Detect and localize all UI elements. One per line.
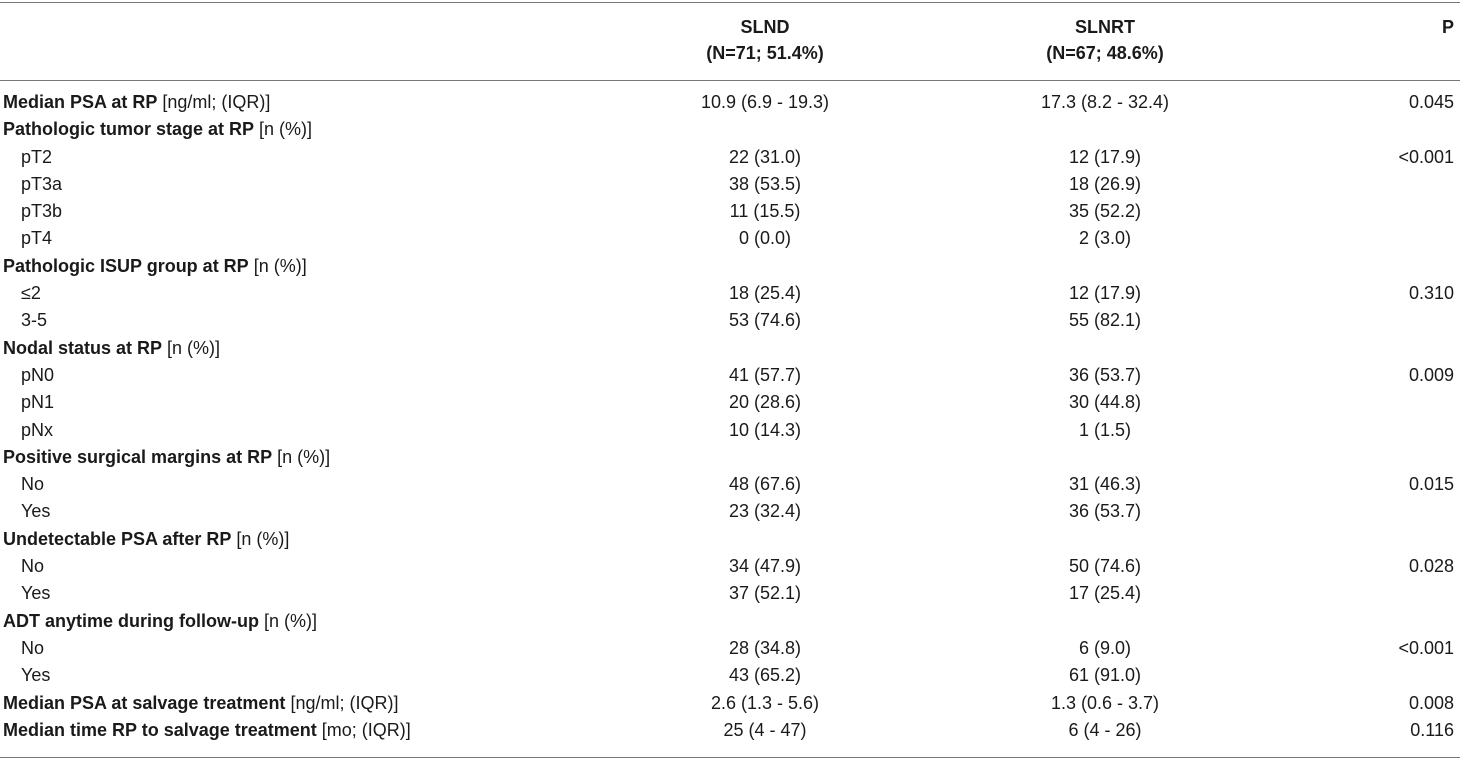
row-label: pN0: [21, 364, 55, 385]
table-row-variable: [0, 444, 1460, 471]
table-row-variable: [0, 690, 1460, 717]
row-label-unit: [n (%)]: [231, 528, 290, 549]
cell-slnrt: 1.3 (0.6 - 3.7): [1050, 692, 1160, 713]
cell-slnrt: 35 (52.2): [1068, 201, 1142, 222]
table-row-category: [0, 198, 1460, 225]
cell-slnrt: 36 (53.7): [1068, 501, 1142, 522]
table-top-rule: [0, 2, 1460, 3]
table-row-category: [0, 417, 1460, 444]
row-label-bold: Positive surgical margins at RP: [3, 446, 273, 467]
row-label: Yes: [21, 501, 51, 522]
table-row-category: [0, 171, 1460, 198]
cell-slnd: 28 (34.8): [728, 637, 802, 658]
header-slnd-subtitle: (N=71; 51.4%): [706, 43, 824, 63]
cell-p-value: 0.310: [1408, 283, 1454, 304]
cell-slnrt: 18 (26.9): [1068, 173, 1142, 194]
cell-slnd: 20 (28.6): [728, 392, 802, 413]
cell-slnd: 2.6 (1.3 - 5.6): [710, 692, 820, 713]
row-label: [3, 89, 270, 116]
cell-slnrt: 17.3 (8.2 - 32.4): [1040, 92, 1170, 112]
header-p-title: P: [1441, 17, 1454, 37]
header-slnrt-title: SLNRT: [1075, 17, 1135, 37]
row-label-unit: [n (%)]: [254, 119, 313, 140]
cell-slnd: 43 (65.2): [728, 665, 802, 686]
row-label: Yes: [21, 665, 51, 686]
header-slnrt-subtitle: (N=67; 48.6%): [1046, 43, 1164, 63]
row-label-bold: Median PSA at RP: [3, 92, 158, 112]
row-label: [3, 253, 307, 280]
cell-slnrt: 6 (9.0): [1078, 637, 1132, 658]
cell-slnd: 37 (52.1): [728, 583, 802, 604]
cell-p-value: <0.001: [1398, 146, 1454, 167]
cell-slnd: 48 (67.6): [728, 474, 802, 495]
cell-p-value: 0.028: [1408, 556, 1454, 577]
table-row-variable: [0, 335, 1460, 362]
table-row-category: [0, 635, 1460, 662]
cell-slnd: 11 (15.5): [729, 201, 801, 222]
table-row-variable: [0, 526, 1460, 553]
row-label: [3, 526, 289, 553]
table-row-variable: [0, 253, 1460, 280]
cell-slnd: 25 (4 - 47): [723, 719, 807, 740]
row-label: pT3a: [21, 173, 63, 194]
table-row-category: [0, 471, 1460, 498]
row-label: pT4: [21, 228, 53, 249]
cell-p-value: <0.001: [1398, 637, 1454, 658]
cell-slnrt: 2 (3.0): [1078, 228, 1132, 249]
header-slnrt: [990, 14, 1220, 66]
row-label-bold: Pathologic ISUP group at RP: [3, 255, 249, 276]
cell-slnd: 22 (31.0): [728, 146, 802, 167]
cell-slnrt: 12 (17.9): [1068, 146, 1142, 167]
row-label-unit: [ng/ml; (IQR)]: [157, 92, 271, 112]
row-label: No: [21, 474, 45, 495]
row-label-unit: [ng/ml; (IQR)]: [285, 692, 399, 713]
table-row-category: [0, 498, 1460, 525]
cell-slnd: 18 (25.4): [728, 283, 802, 304]
row-label-bold: Undetectable PSA after RP: [3, 528, 232, 549]
row-label-bold: Pathologic tumor stage at RP: [3, 119, 255, 140]
cell-slnrt: 61 (91.0): [1068, 665, 1142, 686]
row-label: No: [21, 556, 45, 577]
cell-p-value: 0.045: [1408, 92, 1454, 112]
row-label: ≤2: [21, 283, 41, 304]
row-label: [3, 335, 220, 362]
row-label-unit: [n (%)]: [248, 255, 307, 276]
cell-slnrt: 6 (4 - 26): [1068, 719, 1142, 740]
row-label: [3, 116, 312, 143]
row-label-unit: [mo; (IQR)]: [316, 719, 411, 740]
table-row-category: [0, 144, 1460, 171]
row-label: [3, 717, 411, 744]
row-label: [3, 690, 398, 717]
row-label: pNx: [21, 419, 54, 440]
cell-slnrt: 36 (53.7): [1068, 364, 1142, 385]
table-row-category: [0, 225, 1460, 252]
table-body: [0, 89, 1460, 744]
row-label: Yes: [21, 583, 51, 604]
header-rule: [0, 80, 1460, 81]
table-row-category: [0, 389, 1460, 416]
table-row-category: [0, 580, 1460, 607]
row-label-bold: ADT anytime during follow-up: [3, 610, 259, 631]
row-label: [3, 444, 330, 471]
cell-slnd: 38 (53.5): [728, 173, 802, 194]
header-p: [1380, 14, 1460, 40]
cell-slnrt: 17 (25.4): [1068, 583, 1142, 604]
cell-slnrt: 50 (74.6): [1068, 556, 1142, 577]
cell-slnrt: 55 (82.1): [1068, 310, 1142, 331]
table-bottom-rule: [0, 757, 1460, 758]
row-label: 3-5: [21, 310, 48, 331]
cell-p-value: 0.009: [1408, 364, 1454, 385]
row-label-unit: [n (%)]: [162, 337, 221, 358]
cell-slnd: 53 (74.6): [728, 310, 802, 331]
cell-slnd: 41 (57.7): [728, 364, 802, 385]
table-row-variable: [0, 89, 1460, 116]
table-row-variable: [0, 116, 1460, 143]
row-label: pT2: [21, 146, 53, 167]
cell-slnrt: 1 (1.5): [1078, 419, 1132, 440]
row-label: pN1: [21, 392, 55, 413]
table-row-category: [0, 362, 1460, 389]
cell-p-value: 0.008: [1408, 692, 1454, 713]
table-row-category: [0, 553, 1460, 580]
row-label: No: [21, 637, 45, 658]
table-row-category: [0, 307, 1460, 334]
table-row-variable: [0, 608, 1460, 635]
table-row-category: [0, 280, 1460, 307]
cell-p-value: 0.116: [1410, 719, 1454, 740]
row-label-bold: Median time RP to salvage treatment: [3, 719, 317, 740]
cell-slnrt: 30 (44.8): [1068, 392, 1142, 413]
table-row-category: [0, 662, 1460, 689]
row-label-bold: Median PSA at salvage treatment: [3, 692, 286, 713]
cell-slnd: 10 (14.3): [728, 419, 802, 440]
cell-slnrt: 12 (17.9): [1068, 283, 1142, 304]
cell-p-value: 0.015: [1408, 474, 1454, 495]
cell-slnd: 34 (47.9): [728, 556, 802, 577]
row-label-unit: [n (%)]: [272, 446, 331, 467]
row-label-unit: [n (%)]: [258, 610, 317, 631]
cell-slnd: 10.9 (6.9 - 19.3): [700, 92, 830, 112]
row-label: pT3b: [21, 201, 63, 222]
cell-slnrt: 31 (46.3): [1068, 474, 1142, 495]
row-label-bold: Nodal status at RP: [3, 337, 163, 358]
cell-slnd: 23 (32.4): [728, 501, 802, 522]
row-label: [3, 608, 317, 635]
cell-slnd: 0 (0.0): [738, 228, 792, 249]
header-slnd: [650, 14, 880, 66]
header-slnd-title: SLND: [740, 17, 790, 37]
table-row-variable: [0, 717, 1460, 744]
